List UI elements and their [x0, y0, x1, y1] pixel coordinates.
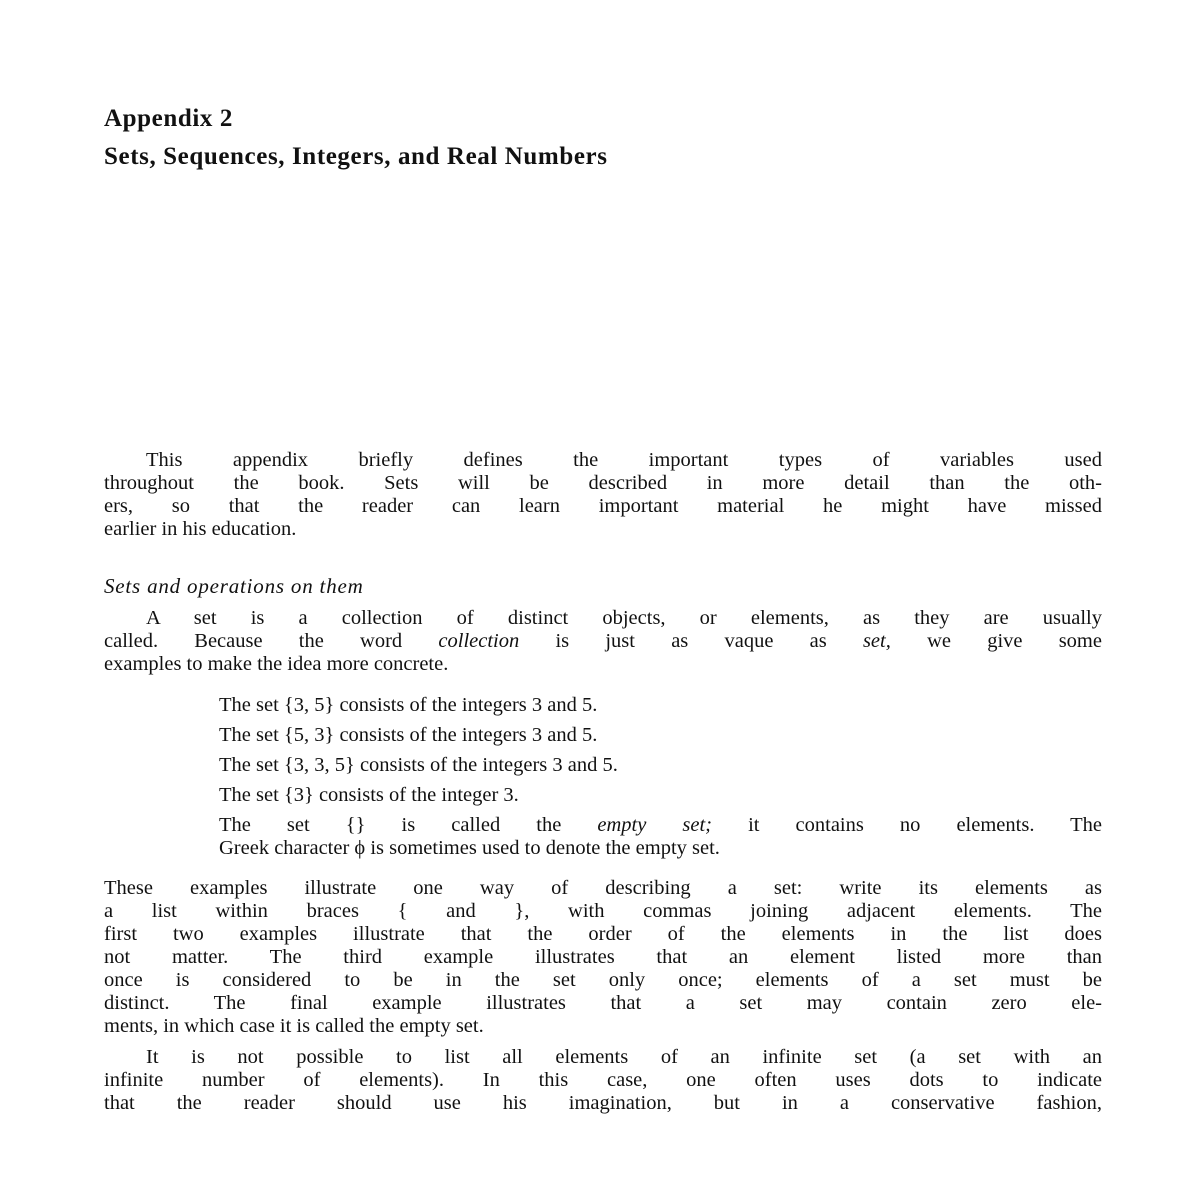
text-run: The set {} is called the	[219, 814, 598, 836]
paragraph-line: It is not possible to list all elements of an infinite set (a set with an	[146, 1046, 1102, 1068]
example-item-continued: Greek character ϕ is sometimes used to denote the empty set.	[219, 837, 720, 859]
emphasis-set: set,	[862, 630, 891, 652]
paragraph-line: A set is a collection of distinct objects, or elements, as they are usually	[146, 607, 1102, 629]
emphasis-empty-set: empty set;	[597, 814, 712, 836]
text-run: we give some	[890, 630, 1102, 652]
paragraph-line: a list within braces { and }, with commas joining adjacent elements. The	[104, 900, 1102, 922]
paragraph-line: distinct. The final example illustrates that a set may contain zero ele-	[104, 992, 1102, 1014]
example-item	[219, 813, 1102, 837]
paragraph-line: that the reader should use his imagination, but in a conservative fashion,	[104, 1092, 1102, 1114]
paragraph-line: infinite number of elements). In this case, one often uses dots to indicate	[104, 1069, 1102, 1091]
intro-line: earlier in his education.	[104, 518, 297, 540]
text-run: is just as vaque as	[519, 630, 863, 652]
intro-line: ers, so that the reader can learn important material he might have missed	[104, 495, 1102, 517]
intro-line: This appendix briefly defines the important types of variables used	[146, 449, 1102, 471]
example-item: The set {5, 3} consists of the integers 3 and 5.	[219, 724, 598, 746]
paragraph-line: first two examples illustrate that the order of the elements in the list does	[104, 923, 1102, 945]
example-item: The set {3} consists of the integer 3.	[219, 784, 519, 806]
chapter-title: Sets, Sequences, Integers, and Real Numbers	[104, 143, 608, 170]
paragraph-line: These examples illustrate one way of describing a set: write its elements as	[104, 877, 1102, 899]
intro-line: throughout the book. Sets will be described in more detail than the oth-	[104, 472, 1102, 494]
appendix-label: Appendix 2	[104, 105, 233, 132]
paragraph-line	[104, 629, 1102, 653]
paragraph-line: ments, in which case it is called the empty set.	[104, 1015, 484, 1037]
section-title: Sets and operations on them	[104, 574, 364, 598]
text-run: it contains no elements. The	[712, 814, 1103, 836]
text-run: called. Because the word	[104, 630, 439, 652]
example-item: The set {3, 5} consists of the integers 3 and 5.	[219, 694, 598, 716]
paragraph-line: once is considered to be in the set only once; elements of a set must be	[104, 969, 1102, 991]
example-item: The set {3, 3, 5} consists of the integers 3 and 5.	[219, 754, 618, 776]
paragraph-line: not matter. The third example illustrates that an element listed more than	[104, 946, 1102, 968]
paragraph-line: examples to make the idea more concrete.	[104, 653, 449, 675]
emphasis-collection: collection	[438, 630, 520, 652]
